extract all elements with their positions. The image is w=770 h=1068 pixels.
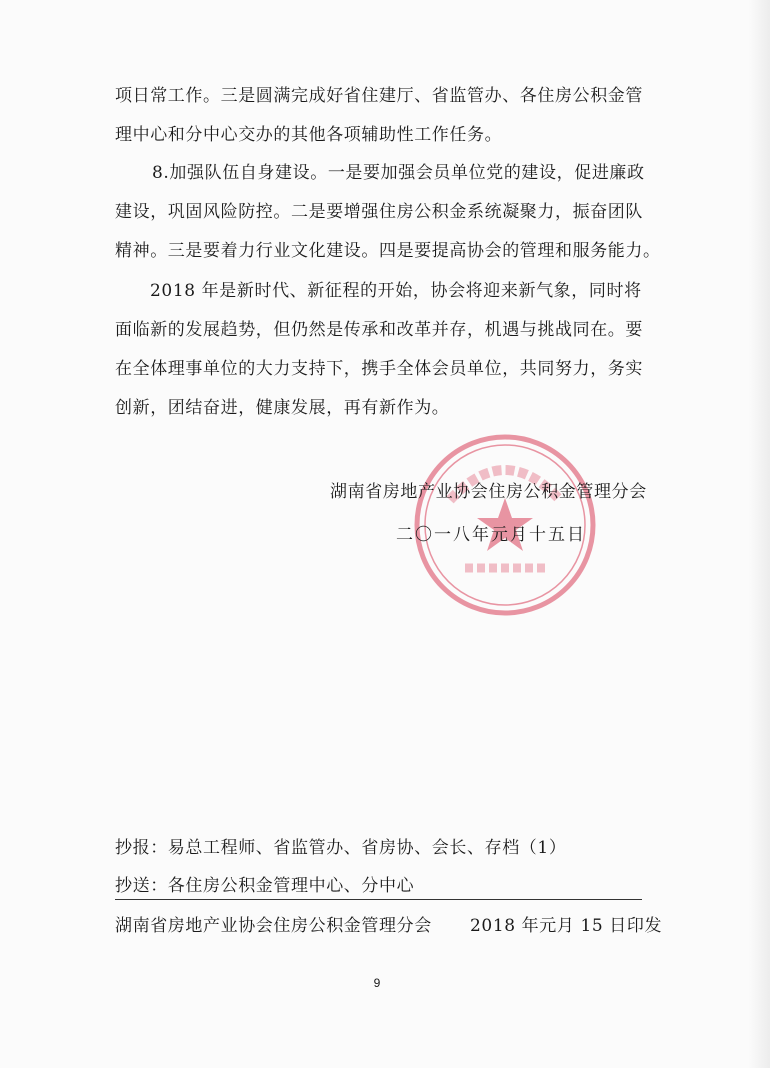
paragraph-line: 精神。三是要着力行业文化建设。四是要提高协会的管理和服务能力。 xyxy=(115,241,661,261)
signature-organization: 湖南省房地产业协会住房公积金管理分会 xyxy=(330,482,647,502)
paragraph-line: 8.加强队伍自身建设。一是要加强会员单位党的建设，促进廉政 xyxy=(152,163,645,183)
footer-divider xyxy=(115,899,642,900)
issuer-line: 湖南省房地产业协会住房公积金管理分会 xyxy=(115,916,432,936)
paragraph-line: 建设，巩固风险防控。二是要增强住房公积金系统凝聚力，振奋团队 xyxy=(115,202,643,222)
paragraph-line: 项日常工作。三是圆满完成好省住建厅、省监管办、各住房公积金管 xyxy=(115,86,643,106)
paragraph-line: 面临新的发展趋势，但仍然是传承和改革并存，机遇与挑战同在。要 xyxy=(115,320,643,340)
page-number: 9 xyxy=(373,976,381,990)
report-to-line: 抄报：易总工程师、省监管办、省房协、会长、存档（1） xyxy=(115,838,567,858)
print-date-line: 2018 年元月 15 日印发 xyxy=(470,916,663,936)
paragraph-line: 理中心和分中心交办的其他各项辅助性工作任务。 xyxy=(115,125,503,145)
send-to-line: 抄送：各住房公积金管理中心、分中心 xyxy=(115,876,415,896)
paragraph-line: 在全体理事单位的大力支持下，携手全体会员单位，共同努力，务实 xyxy=(115,359,643,379)
scan-shadow xyxy=(748,0,770,1068)
paragraph-line: 2018 年是新时代、新征程的开始，协会将迎来新气象，同时将 xyxy=(150,281,642,301)
paragraph-line: 创新，团结奋进，健康发展，再有新作为。 xyxy=(115,398,450,418)
signature-date: 二〇一八年元月十五日 xyxy=(396,525,586,545)
